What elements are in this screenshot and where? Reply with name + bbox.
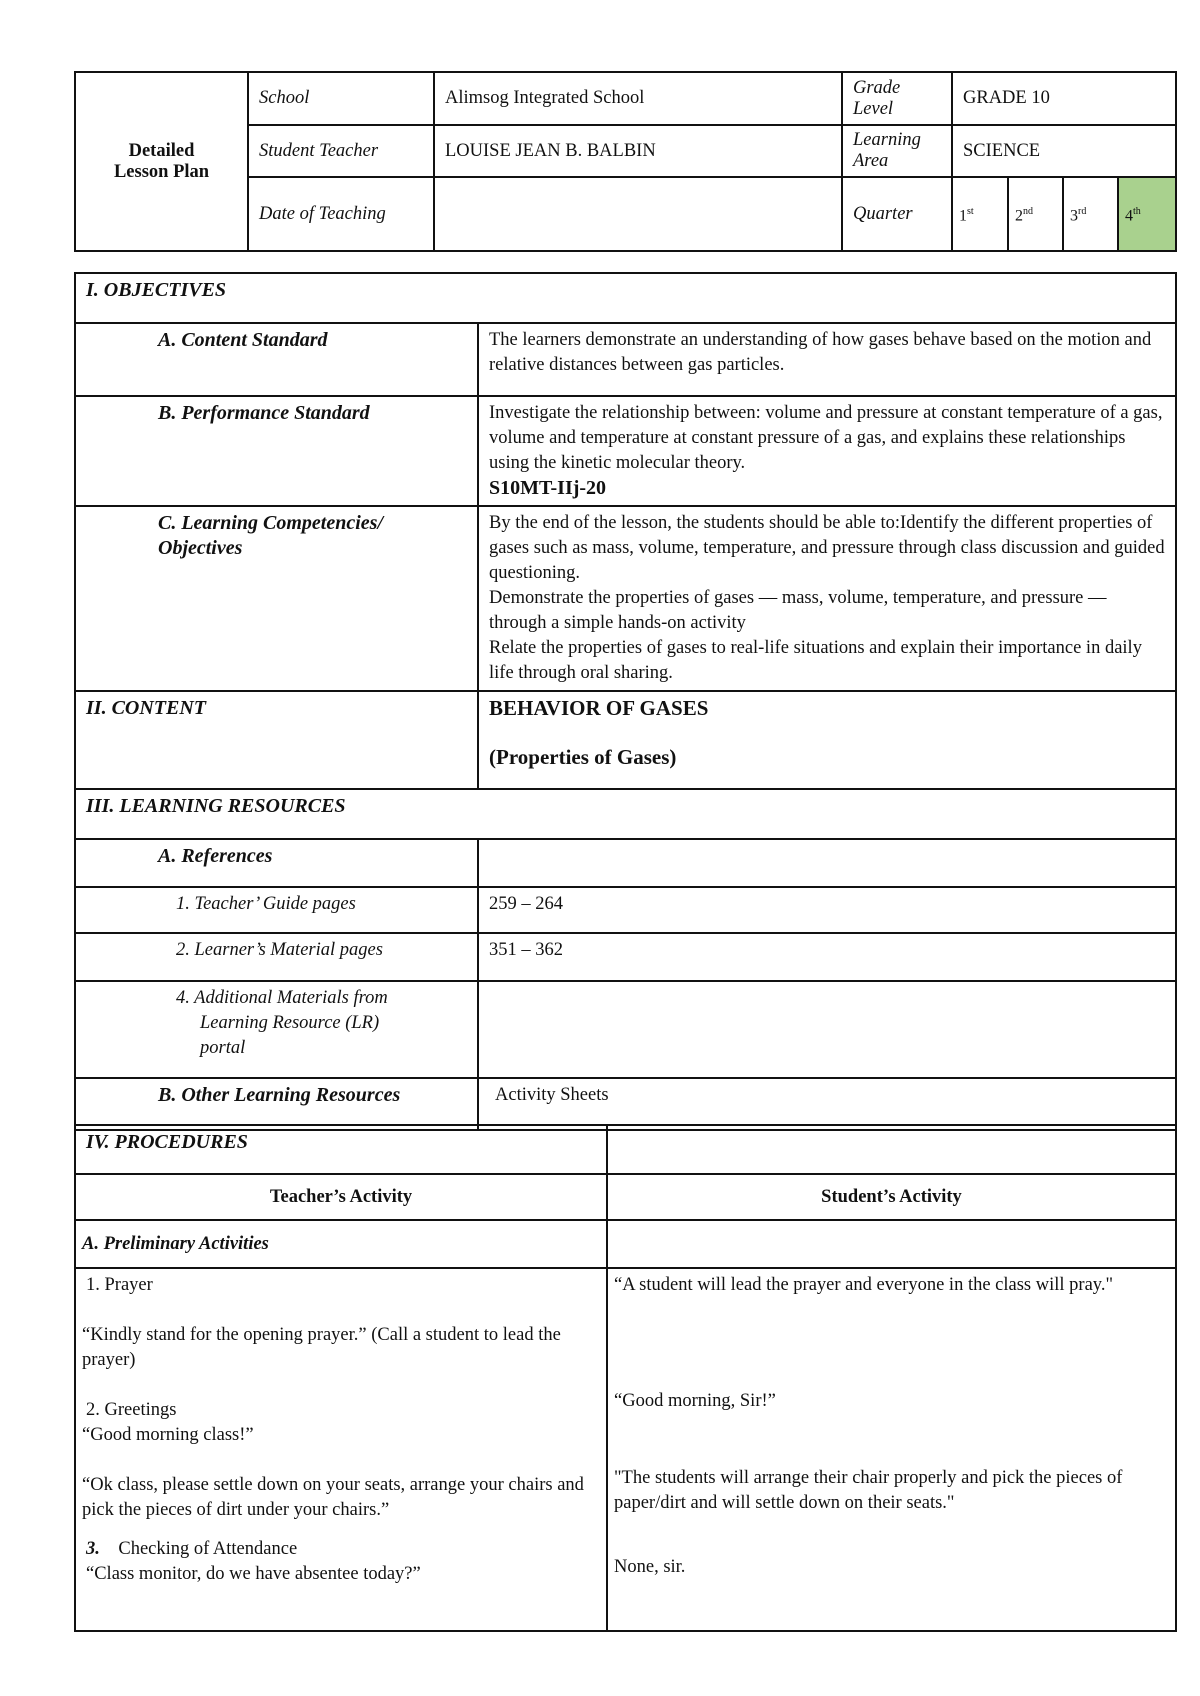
date-of-teaching-label: Date of Teaching [248,177,434,251]
additional-materials-label: 4. Additional Materials from Learning Resource (LR) portal [75,981,478,1078]
school-label: School [248,72,434,125]
preliminary-activities-heading: A. Preliminary Activities [75,1220,607,1268]
learning-competencies-label: C. Learning Competencies/ Objectives [75,506,478,691]
quarter-1: 1st [952,177,1008,251]
objectives-heading: I. OBJECTIVES [75,273,1176,323]
content-heading: II. CONTENT [75,691,478,789]
prayer-title: 1. Prayer [86,1275,153,1295]
quarter-4-selected: 4th [1118,177,1176,251]
school-value: Alimsog Integrated School [434,72,842,125]
competency-3: Relate the properties of gases to real-life situations and explain their importance in daily life through oral sharing. [489,638,1142,683]
learning-area-label: Learning Area [842,125,952,177]
quarter-3: 3rd [1063,177,1118,251]
learning-area-value: SCIENCE [952,125,1176,177]
learner-material-label: 2. Learner’s Material pages [75,933,478,981]
grade-level-label: Grade Level [842,72,952,125]
performance-standard-text: Investigate the relationship between: volume and pressure at constant temperature of a gas, volume and temperature at constant pressure of a gas, and explains these relationships using the kinetic molecular theory. [489,403,1163,473]
additional-materials-value [478,981,1176,1078]
header-table [74,71,1177,252]
teacher-activity-column [75,1268,607,1631]
prayer-teacher-text: “Kindly stand for the opening prayer.” (Call a student to lead the prayer) [82,1325,561,1370]
competency-2: Demonstrate the properties of gases — mass, volume, temperature, and pressure — through a simple hands-on activity [489,588,1107,633]
references-value [478,839,1176,887]
competency-1: By the end of the lesson, the students should be able to:Identify the different properties of gases such as mass, volume, temperature, and pressure through class discussion and guided questioning. [489,513,1165,583]
performance-standard-cell [478,396,1176,506]
teacher-activity-header: Teacher’s Activity [75,1174,607,1220]
grade-level-value: GRADE 10 [952,72,1176,125]
content-subtopic: (Properties of Gases) [489,745,677,769]
greetings-title: 2. Greetings [86,1400,177,1420]
content-topic: BEHAVIOR OF GASES [489,696,709,720]
preliminary-activities-blank [607,1220,1176,1268]
student-activity-header: Student’s Activity [607,1174,1176,1220]
learning-competencies-cell [478,506,1176,691]
attendance-teacher-text: “Class monitor, do we have absentee today?” [86,1564,421,1584]
learner-material-pages: 351 – 362 [478,933,1176,981]
procedures-heading: IV. PROCEDURES [75,1125,607,1174]
greetings-teacher-text: “Good morning class!” [82,1425,254,1445]
teacher-guide-pages: 259 – 264 [478,887,1176,933]
greetings-student-text: “Good morning, Sir!” [614,1391,776,1411]
lesson-plan-title: Detailed Lesson Plan [75,72,248,251]
performance-standard-code: S10MT-IIj-20 [489,477,607,499]
teacher-guide-label: 1. Teacher’ Guide pages [75,887,478,933]
content-standard-label: A. Content Standard [75,323,478,396]
lesson-body-table [74,272,1177,1131]
quarter-label: Quarter [842,177,952,251]
student-teacher-label: Student Teacher [248,125,434,177]
other-resources-label: B. Other Learning Resources [75,1078,478,1130]
attendance-title: 3. Checking of Attendance [86,1539,298,1559]
settle-student-text: "The students will arrange their chair properly and pick the pieces of paper/dirt and will settle down on their seats." [614,1468,1123,1513]
quarter-2: 2nd [1008,177,1063,251]
content-cell [478,691,1176,789]
learning-resources-heading: III. LEARNING RESOURCES [75,789,1176,839]
procedures-table [74,1124,1177,1632]
references-label: A. References [75,839,478,887]
attendance-student-text: None, sir. [614,1557,686,1577]
procedures-heading-blank [607,1125,1176,1174]
student-teacher-value: LOUISE JEAN B. BALBIN [434,125,842,177]
settle-teacher-text: “Ok class, please settle down on your seats, arrange your chairs and pick the pieces of dirt under your chairs.” [82,1475,584,1520]
student-activity-column [607,1268,1176,1631]
performance-standard-label: B. Performance Standard [75,396,478,506]
date-of-teaching-value [434,177,842,251]
content-standard-text: The learners demonstrate an understanding of how gases behave based on the motion and relative distances between gas particles. [478,323,1176,396]
prayer-student-text: “A student will lead the prayer and everyone in the class will pray." [614,1275,1114,1295]
other-resources-value: Activity Sheets [478,1078,1176,1130]
